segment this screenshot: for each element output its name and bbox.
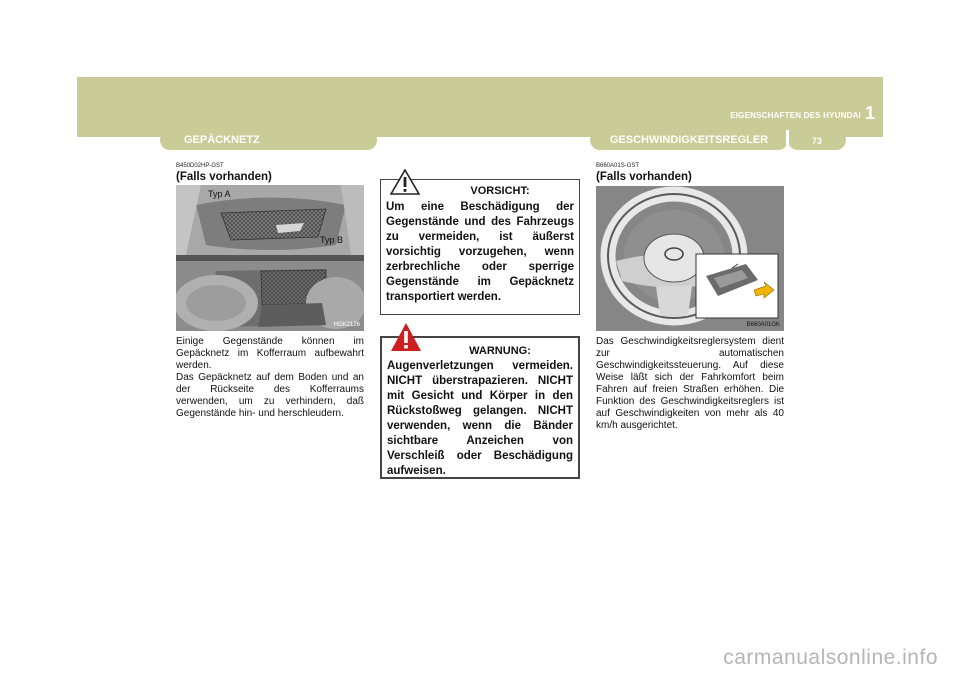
watermark: carmanualsonline.info <box>723 646 938 669</box>
section-title-left: GEPÄCKNETZ <box>160 130 377 150</box>
paragraph-storage: Einige Gegenstände können im Gepäcknetz im Kofferraum aufbewahrt werden. <box>176 336 364 371</box>
warning-triangle-icon <box>390 322 422 352</box>
image-code-left: HGK2126 <box>333 322 360 328</box>
section-code-left: B450D02HP-GST <box>176 163 224 169</box>
paragraph-cruise-control: Das Geschwindigkeitsreglersystem dient zur automatischen Geschwindigkeitssteuerung. Auf diese Weise läßt sich der Fahrkomfort beim Fahren auf freien Straßen erhöhen. Die Funktion des Geschwindigkeitsreglers ist auf Geschwindigkeiten von mehr als 40 km/h ausgerichtet. <box>596 336 784 431</box>
cargo-net-illustration <box>176 185 364 331</box>
warning-text: Augenverletzungen vermeiden. NICHT überstrapazieren. NICHT mit Gesicht und Körper in den Rückstoßweg gelangen. NICHT verwenden, wenn die Bänder sichtbare Anzeichen von Verschleiß oder Beschädigung aufweisen. <box>387 360 573 477</box>
type-a-label: Typ A <box>208 189 231 199</box>
caution-box <box>380 179 580 315</box>
section-title-right: GESCHWINDIGKEITSREGLER <box>590 130 788 150</box>
body-text-right <box>596 336 784 432</box>
chapter-number: 1 <box>864 102 875 123</box>
caution-triangle-icon <box>390 169 420 195</box>
chapter-header <box>730 98 875 128</box>
caution-title: VORSICHT: <box>470 185 530 197</box>
warning-box <box>380 336 580 479</box>
type-b-label: Typ B <box>320 235 344 245</box>
image-code-right: B660A01GK <box>746 322 780 328</box>
tab-separator <box>786 130 789 150</box>
warning-title: WARNUNG: <box>469 345 531 357</box>
subtitle-left: (Falls vorhanden) <box>176 171 272 183</box>
caution-text: Um eine Beschädigung der Gegenstände und des Fahrzeugs zu vermeiden, ist äußerst vorsichtig vorzugehen, wenn zerbrechliche oder sperrige Gegenstände im Gepäcknetz transportiert werden. <box>386 201 574 303</box>
cargo-net-photo <box>176 185 364 331</box>
subtitle-right: (Falls vorhanden) <box>596 171 692 183</box>
steering-wheel-illustration <box>596 186 784 331</box>
steering-wheel-photo <box>596 186 784 331</box>
section-code-right: B660A01S-GST <box>596 163 640 169</box>
chapter-title: EIGENSCHAFTEN DES HYUNDAI <box>730 110 861 120</box>
page-number: 73 <box>788 130 846 150</box>
body-text-left <box>176 336 364 420</box>
paragraph-usage: Das Gepäcknetz auf dem Boden und an der Rückseite des Kofferraums verwenden, um zu verhindern, daß Gegenstände hin- und herschleudern. <box>176 372 364 419</box>
